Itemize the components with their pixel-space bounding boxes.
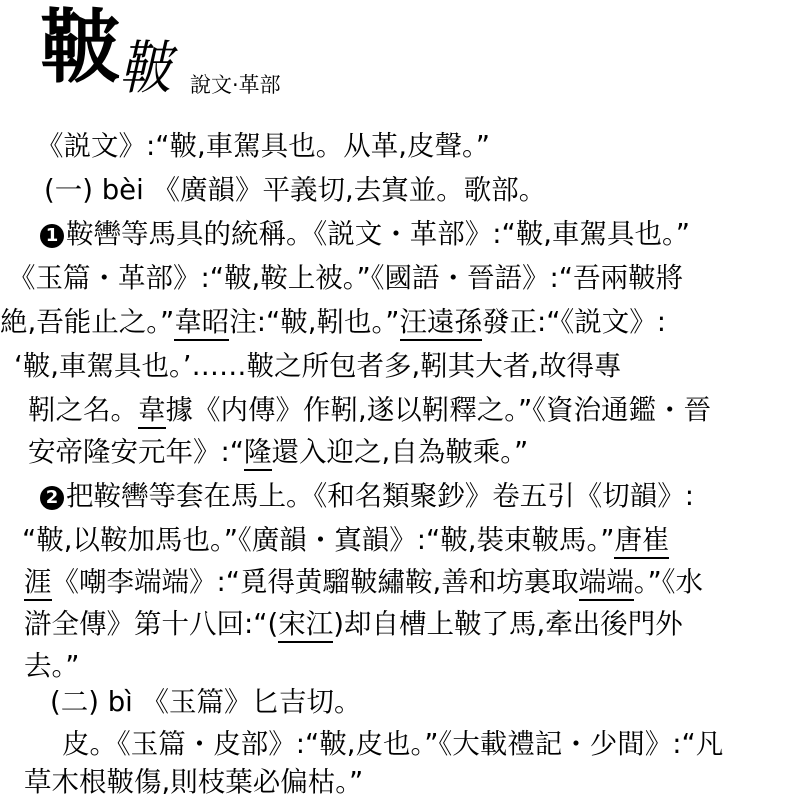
text-segment: 滸全傳》第十八回:“( [24, 608, 279, 640]
text-line-2: (一) bèi 《廣韻》平義切,去寘並。歌部。 [44, 174, 547, 206]
text-segment: 靷之名。 [28, 394, 138, 426]
proper-name: 韋昭 [174, 306, 229, 341]
text-segment: )却自槽上鞁了馬,牽出後門外 [333, 608, 683, 640]
text-line-13: 去。” [24, 650, 80, 682]
proper-name: 唐崔 [614, 524, 669, 559]
text-segment: 《嘲李端端》:“覓得黄騮鞁繡鞍,善和坊裏取 [51, 566, 579, 598]
text-line-15: 皮。《玉篇・皮部》:“鞁,皮也。”《大載禮記・少間》:“凡 [62, 728, 724, 760]
proper-name: 汪遠孫 [400, 306, 483, 341]
text-line-16: 草木根鞁傷,則枝葉必偏枯。” [24, 766, 364, 798]
proper-name: 韋 [138, 394, 166, 429]
text-segment: 安帝隆安元年》:“ [28, 436, 245, 468]
text-segment: 據《内傳》作靷,遂以靷釋之。”《資治通鑑・晉 [165, 394, 711, 426]
text-segment: 鞍轡等馬具的統稱。《説文・革部》:“鞁,車駕具也。” [66, 218, 690, 250]
text-segment: 絶,吾能止之。” [0, 306, 175, 338]
text-segment: 把鞍轡等套在馬上。《和名類聚鈔》卷五引《切韻》: [66, 480, 695, 512]
text-line-14: (二) bì 《玉篇》匕吉切。 [50, 686, 362, 718]
proper-name: 端端 [579, 566, 634, 601]
source-label: 說文·革部 [190, 73, 281, 97]
text-line-8 [28, 432, 528, 472]
sense-number-1: 1 [40, 224, 64, 248]
text-line-6: ‘鞁,車駕具也。’……鞁之所包者多,靷其大者,故得專 [14, 350, 622, 382]
text-segment: “鞁,以鞍加馬也。”《廣韻・寘韻》:“鞁,裝束鞁馬。” [22, 524, 615, 556]
text-segment: 注:“鞁,靷也。” [229, 306, 400, 338]
proper-name: 隆 [244, 436, 272, 471]
text-line-1: 《説文》:“鞁,車駕具也。从革,皮聲。” [36, 130, 490, 162]
proper-name: 宋江 [278, 608, 333, 643]
text-segment: 發正:“《説文》: [482, 306, 667, 338]
text-segment: 。”《水 [633, 566, 704, 598]
text-line-4: 《玉篇・革部》:“鞁,鞍上被。”《國語・晉語》:“吾兩鞁將 [8, 262, 684, 294]
text-line-7 [28, 390, 711, 430]
text-segment: 還入迎之,自為鞁乘。” [271, 436, 529, 468]
sense-number-2: 2 [40, 486, 64, 510]
text-line-5 [0, 302, 666, 342]
proper-name: 涯 [24, 566, 52, 601]
text-line-9 [40, 476, 694, 516]
text-line-11 [24, 562, 703, 602]
headword: 鞁 [40, 0, 118, 94]
text-line-12 [24, 604, 683, 644]
seal-script-glyph: 鞁 [118, 34, 172, 102]
text-line-10 [22, 520, 669, 560]
text-line-3 [40, 214, 690, 254]
